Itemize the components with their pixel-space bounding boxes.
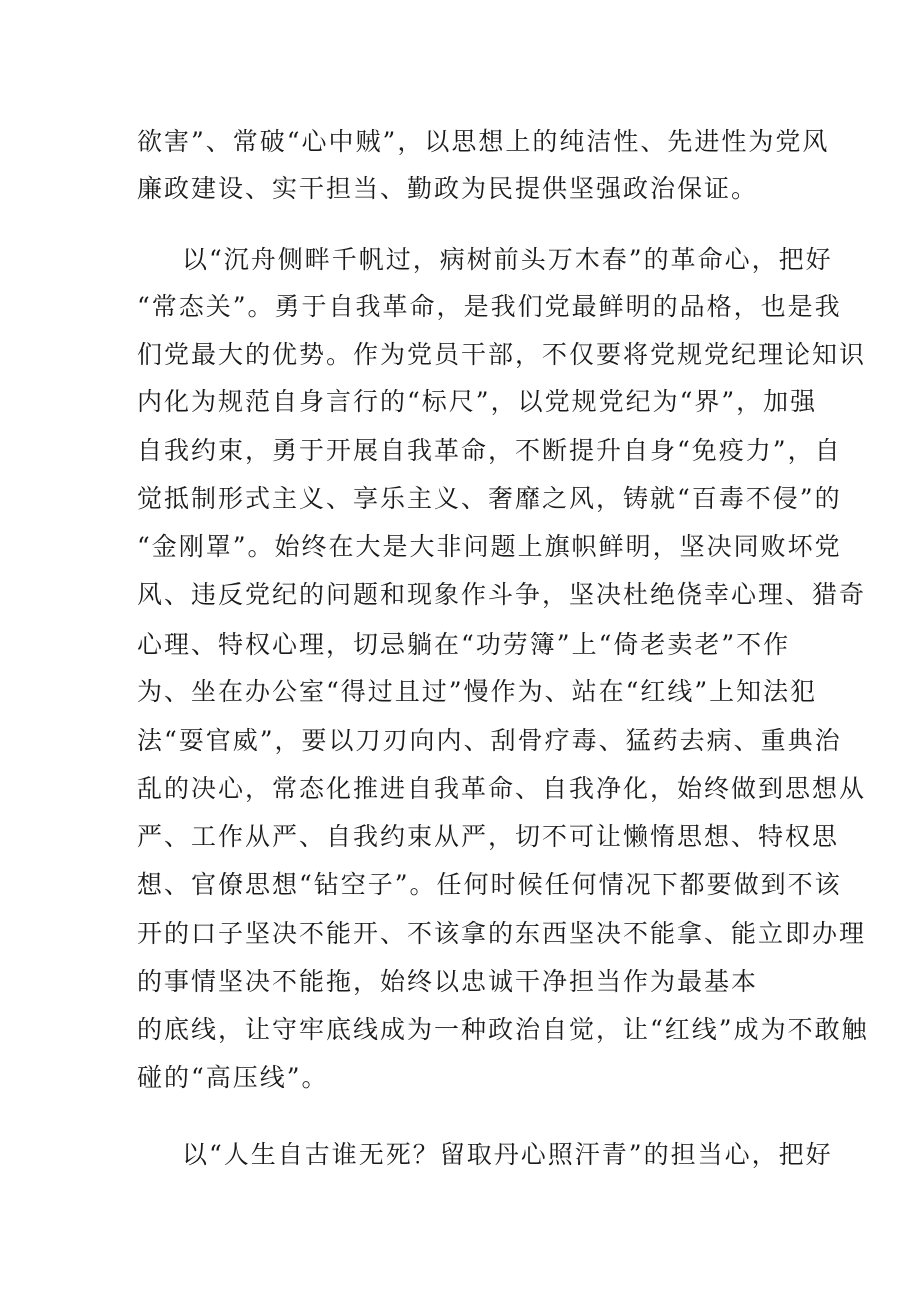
- text-line: 自我约束，勇于开展自我革命，不断提升自身“免疫力”，自: [137, 436, 842, 465]
- text-line: 们党最大的优势。作为党员干部，不仅要将党规党纪理论知识: [137, 340, 867, 369]
- text-line: 的底线，让守牢底线成为一种政治自觉，让“红线”成为不敢触: [137, 1015, 869, 1044]
- text-line: 严、工作从严、自我约束从严，切不可让懒惰思想、特权思: [137, 822, 840, 851]
- text-line: 觉抵制形式主义、享乐主义、奢靡之风，铸就“百毒不侵”的: [137, 484, 842, 513]
- text-line: 欲害”、常破“心中贼”，以思想上的纯洁性、先进性为党风: [137, 127, 830, 156]
- text-line: 的事情坚决不能拖，始终以忠诚干净担当作为最基本: [137, 967, 759, 996]
- text-line: 乱的决心，常态化推进自我革命、自我净化，始终做到思想从: [137, 774, 867, 803]
- text-line: 为、坐在办公室“得过且过”慢作为、站在“红线”上知法犯: [137, 677, 818, 706]
- text-line: 心理、特权心理，切忌躺在“功劳簿”上“倚老卖老”不作: [137, 630, 791, 659]
- paragraph-first-line: 以“沉舟侧畔千帆过，病树前头万木春”的革命心，把好: [182, 245, 833, 274]
- text-line: 内化为规范自身言行的“标尺”，以党规党纪为“界”，加强: [137, 387, 818, 416]
- text-line: “金刚罩”。始终在大是大非问题上旗帜鲜明，坚决同败坏党: [137, 532, 842, 561]
- text-line: “常态关”。勇于自我革命，是我们党最鲜明的品格，也是我: [137, 292, 842, 321]
- text-line: 廉政建设、实干担当、勤政为民提供坚强政治保证。: [137, 174, 759, 203]
- text-line: 风、违反党纪的问题和现象作斗争，坚决杜绝侥幸心理、猎奇: [137, 580, 867, 609]
- text-line: 法“耍官威”，要以刀刃向内、刮骨疗毒、猛药去病、重典治: [137, 726, 842, 755]
- text-line: 想、官僚思想“钻空子”。任何时候任何情况下都要做到不该: [137, 870, 842, 899]
- text-line: 开的口子坚决不能开、不该拿的东西坚决不能拿、能立即办理: [137, 919, 867, 948]
- paragraph-first-line: 以“人生自古谁无死？留取丹心照汗青”的担当心，把好: [182, 1140, 833, 1169]
- text-line: 碰的“高压线”。: [137, 1063, 329, 1092]
